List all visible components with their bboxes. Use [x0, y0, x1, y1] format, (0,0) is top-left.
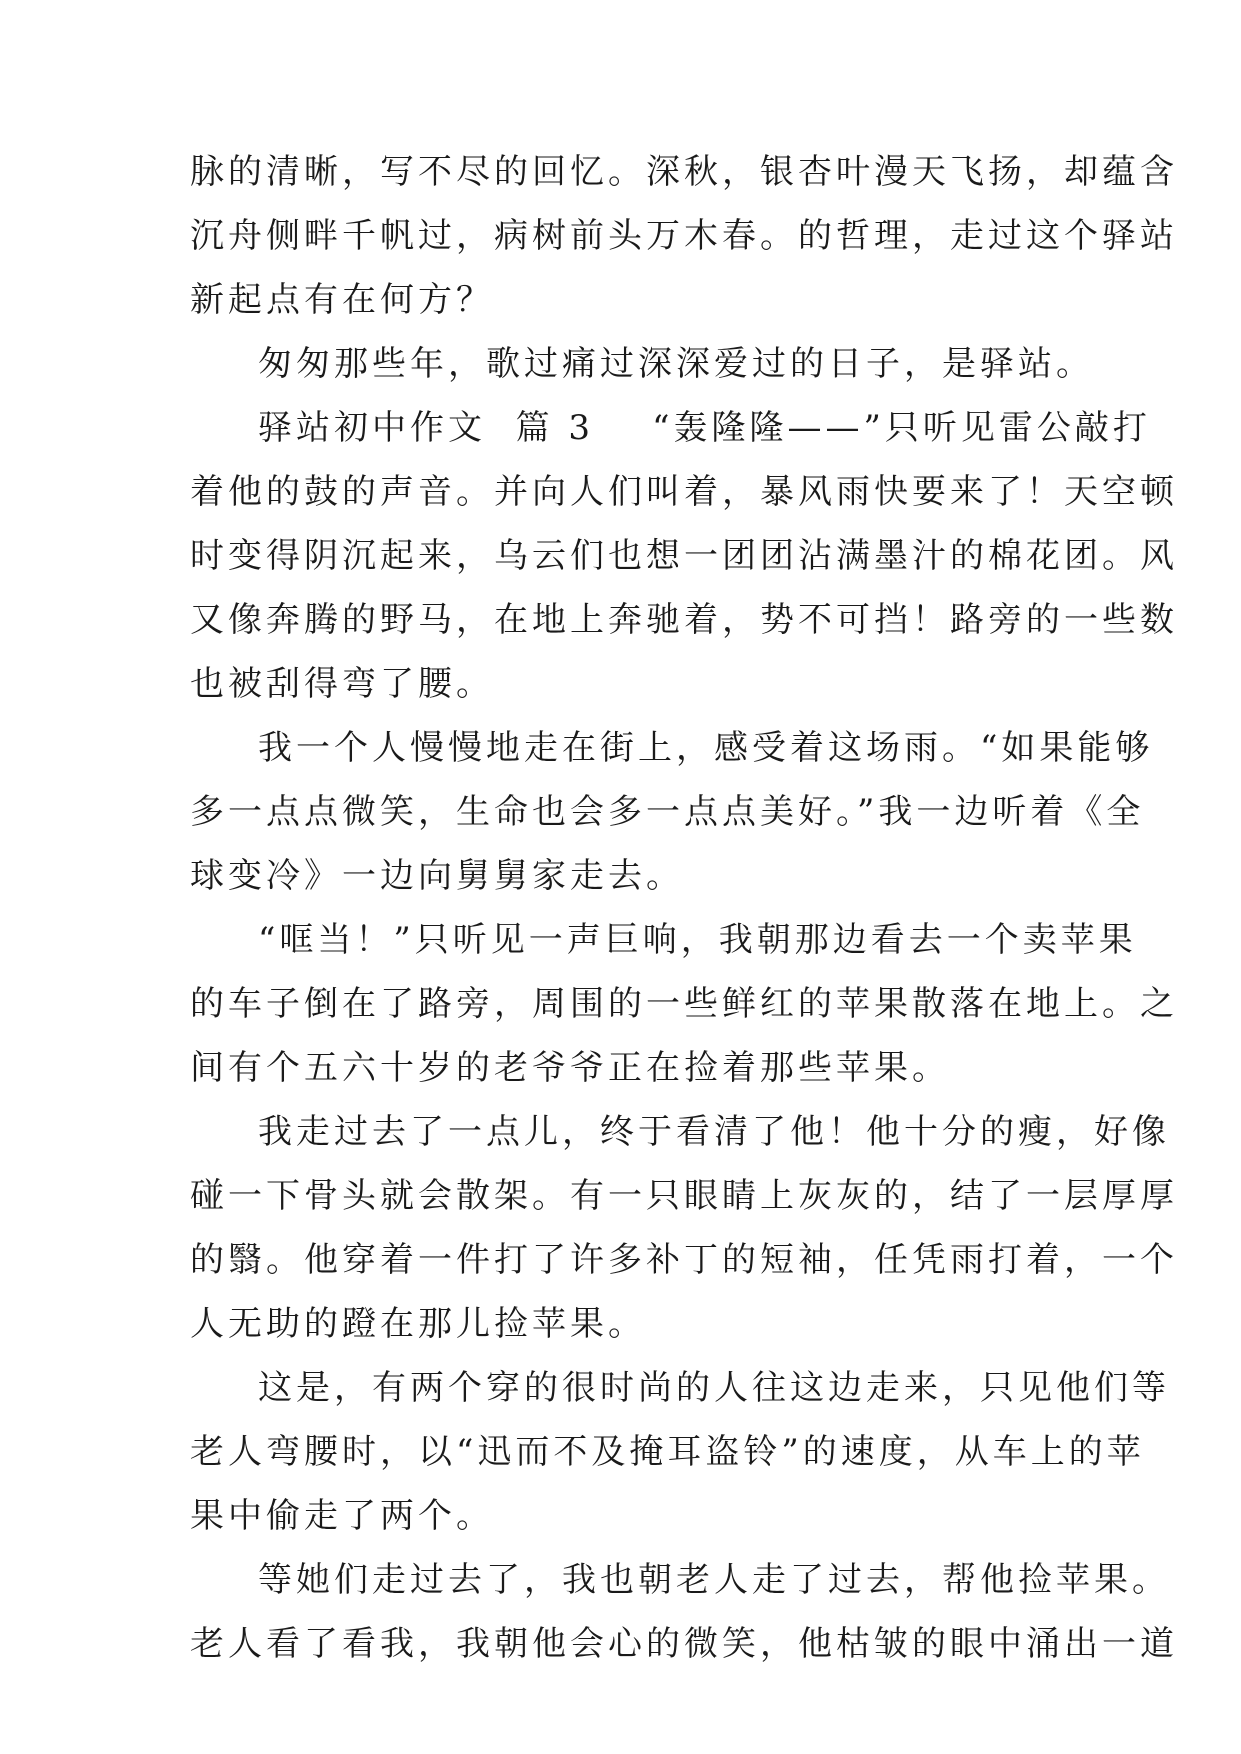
paragraph-line: 等她们走过去了，我也朝老人走了过去，帮他捡苹果。: [258, 1560, 1170, 1600]
text-line: 又像奔腾的野马，在地上奔驰着，势不可挡！路旁的一些数: [190, 600, 1178, 640]
text-line: 新起点有在何方？: [190, 280, 494, 320]
text-line: 果中偷走了两个。: [190, 1496, 494, 1536]
text-line: 多一点点微笑，生命也会多一点点美好。”我一边听着《全: [190, 792, 1145, 832]
paragraph-line: 我走过去了一点儿，终于看清了他！他十分的瘦，好像: [258, 1112, 1170, 1152]
section-number: 篇 3: [515, 408, 595, 448]
essay-body: [190, 140, 1178, 1676]
text-line: 时变得阴沉起来，乌云们也想一团团沾满墨汁的棉花团。风: [190, 536, 1178, 576]
text-line: 碰一下骨头就会散架。有一只眼睛上灰灰的，结了一层厚厚: [190, 1176, 1178, 1216]
paragraph-line: “哐当！”只听见一声巨响，我朝那边看去一个卖苹果: [258, 920, 1137, 960]
text-line: 也被刮得弯了腰。: [190, 664, 494, 704]
text-line: 老人看了看我，我朝他会心的微笑，他枯皱的眼中涌出一道: [190, 1624, 1178, 1664]
text-line: 球变冷》一边向舅舅家走去。: [190, 856, 684, 896]
text-line: 间有个五六十岁的老爷爷正在捡着那些苹果。: [190, 1048, 950, 1088]
text-line: 的车子倒在了路旁，周围的一些鲜红的苹果散落在地上。之: [190, 984, 1178, 1024]
paragraph-line: 这是，有两个穿的很时尚的人往这边走来，只见他们等: [258, 1368, 1170, 1408]
text-line: 老人弯腰时，以“迅而不及掩耳盗铃”的速度，从车上的苹: [190, 1432, 1145, 1472]
paragraph-line: 我一个人慢慢地走在街上，感受着这场雨。“如果能够: [258, 728, 1154, 768]
text-line: 脉的清晰，写不尽的回忆。深秋，银杏叶漫天飞扬，却蕴含: [190, 152, 1178, 192]
text-line: 着他的鼓的声音。并向人们叫着，暴风雨快要来了！天空顿: [190, 472, 1178, 512]
text-line: 的翳。他穿着一件打了许多补丁的短袖，任凭雨打着，一个: [190, 1240, 1178, 1280]
paragraph-line: 匆匆那些年，歌过痛过深深爱过的日子，是驿站。: [258, 344, 1094, 384]
section-heading-line: [190, 396, 1151, 460]
text-line: 人无助的蹬在那儿捡苹果。: [190, 1304, 646, 1344]
section-title: 驿站初中作文: [258, 408, 486, 448]
text-line: 沉舟侧畔千帆过，病树前头万木春。的哲理，走过这个驿站: [190, 216, 1178, 256]
paragraph-start: “轰隆隆——”只听见雷公敲打: [652, 408, 1151, 448]
